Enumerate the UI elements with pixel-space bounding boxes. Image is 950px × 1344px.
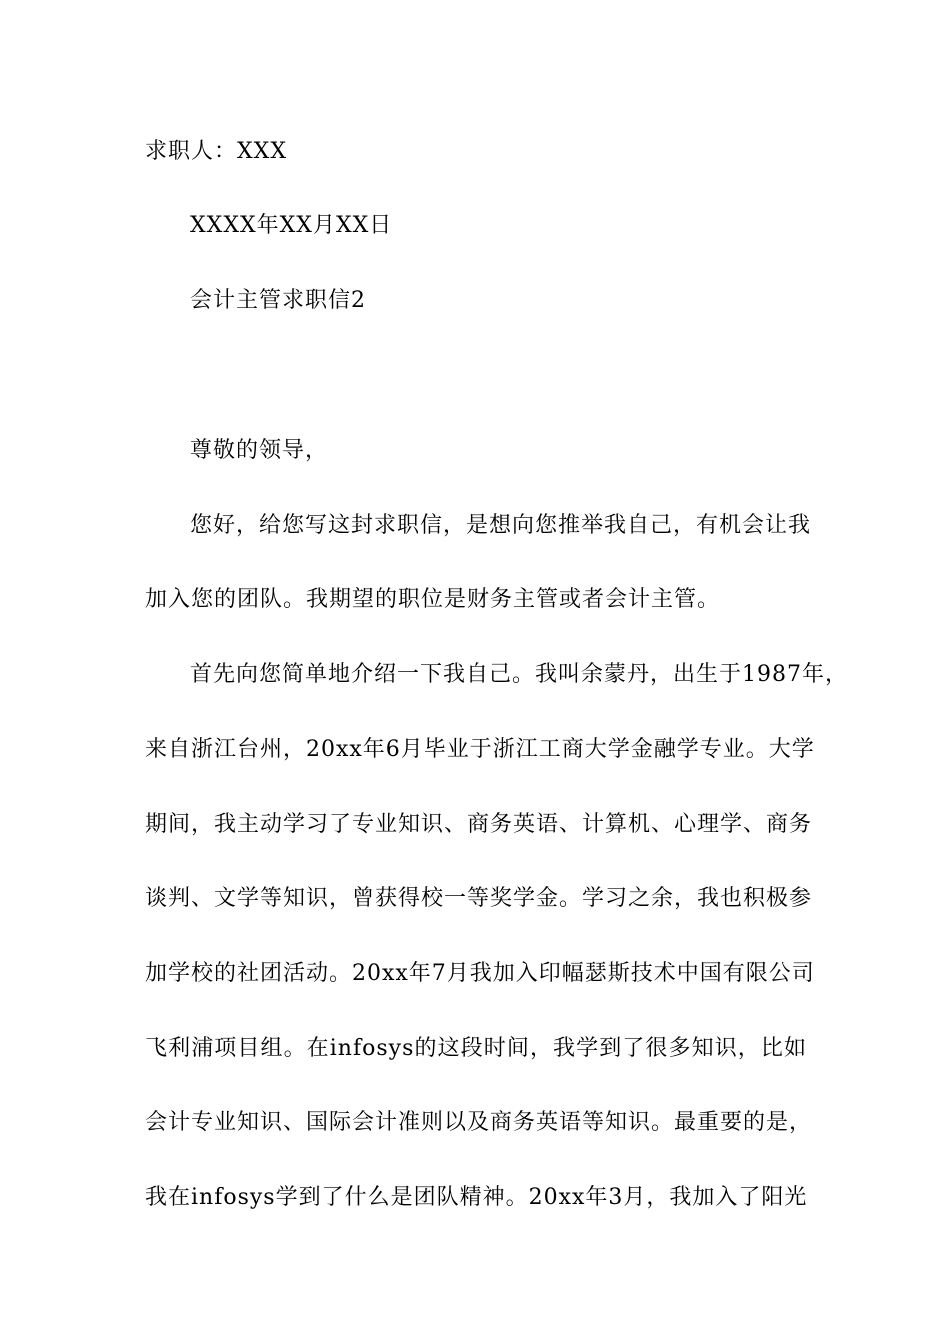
body-line: 我在infosys学到了什么是团队精神。20xx年3月，我加入了阳光 — [145, 1185, 808, 1210]
body-line: 加入您的团队。我期望的职位是财务主管或者会计主管。 — [145, 587, 721, 612]
body-line: 加学校的社团活动。20xx年7月我加入印幅瑟斯技术中国有限公司 — [145, 961, 815, 986]
body-line: 您好，给您写这封求职信，是想向您推举我自己，有机会让我 — [190, 513, 812, 538]
salutation: 尊敬的领导， — [190, 438, 329, 463]
body-line: 飞利浦项目组。在infosys的这段时间，我学到了很多知识，比如 — [145, 1036, 807, 1061]
body-line: 谈判、文学等知识，曾获得校一等奖学金。学习之余，我也积极参 — [145, 886, 813, 911]
date-line: XXXX年XX月XX日 — [190, 213, 393, 238]
body-line: 来自浙江台州，20xx年6月毕业于浙江工商大学金融学专业。大学 — [145, 737, 815, 762]
body-line: 期间，我主动学习了专业知识、商务英语、计算机、心理学、商务 — [145, 812, 813, 837]
applicant-line: 求职人：XXX — [145, 139, 287, 164]
letter-heading: 会计主管求职信2 — [190, 288, 366, 313]
body-line: 会计专业知识、国际会计准则以及商务英语等知识。最重要的是， — [145, 1110, 813, 1135]
body-line: 首先向您简单地介绍一下我自己。我叫余蒙丹，出生于1987年， — [190, 662, 848, 687]
